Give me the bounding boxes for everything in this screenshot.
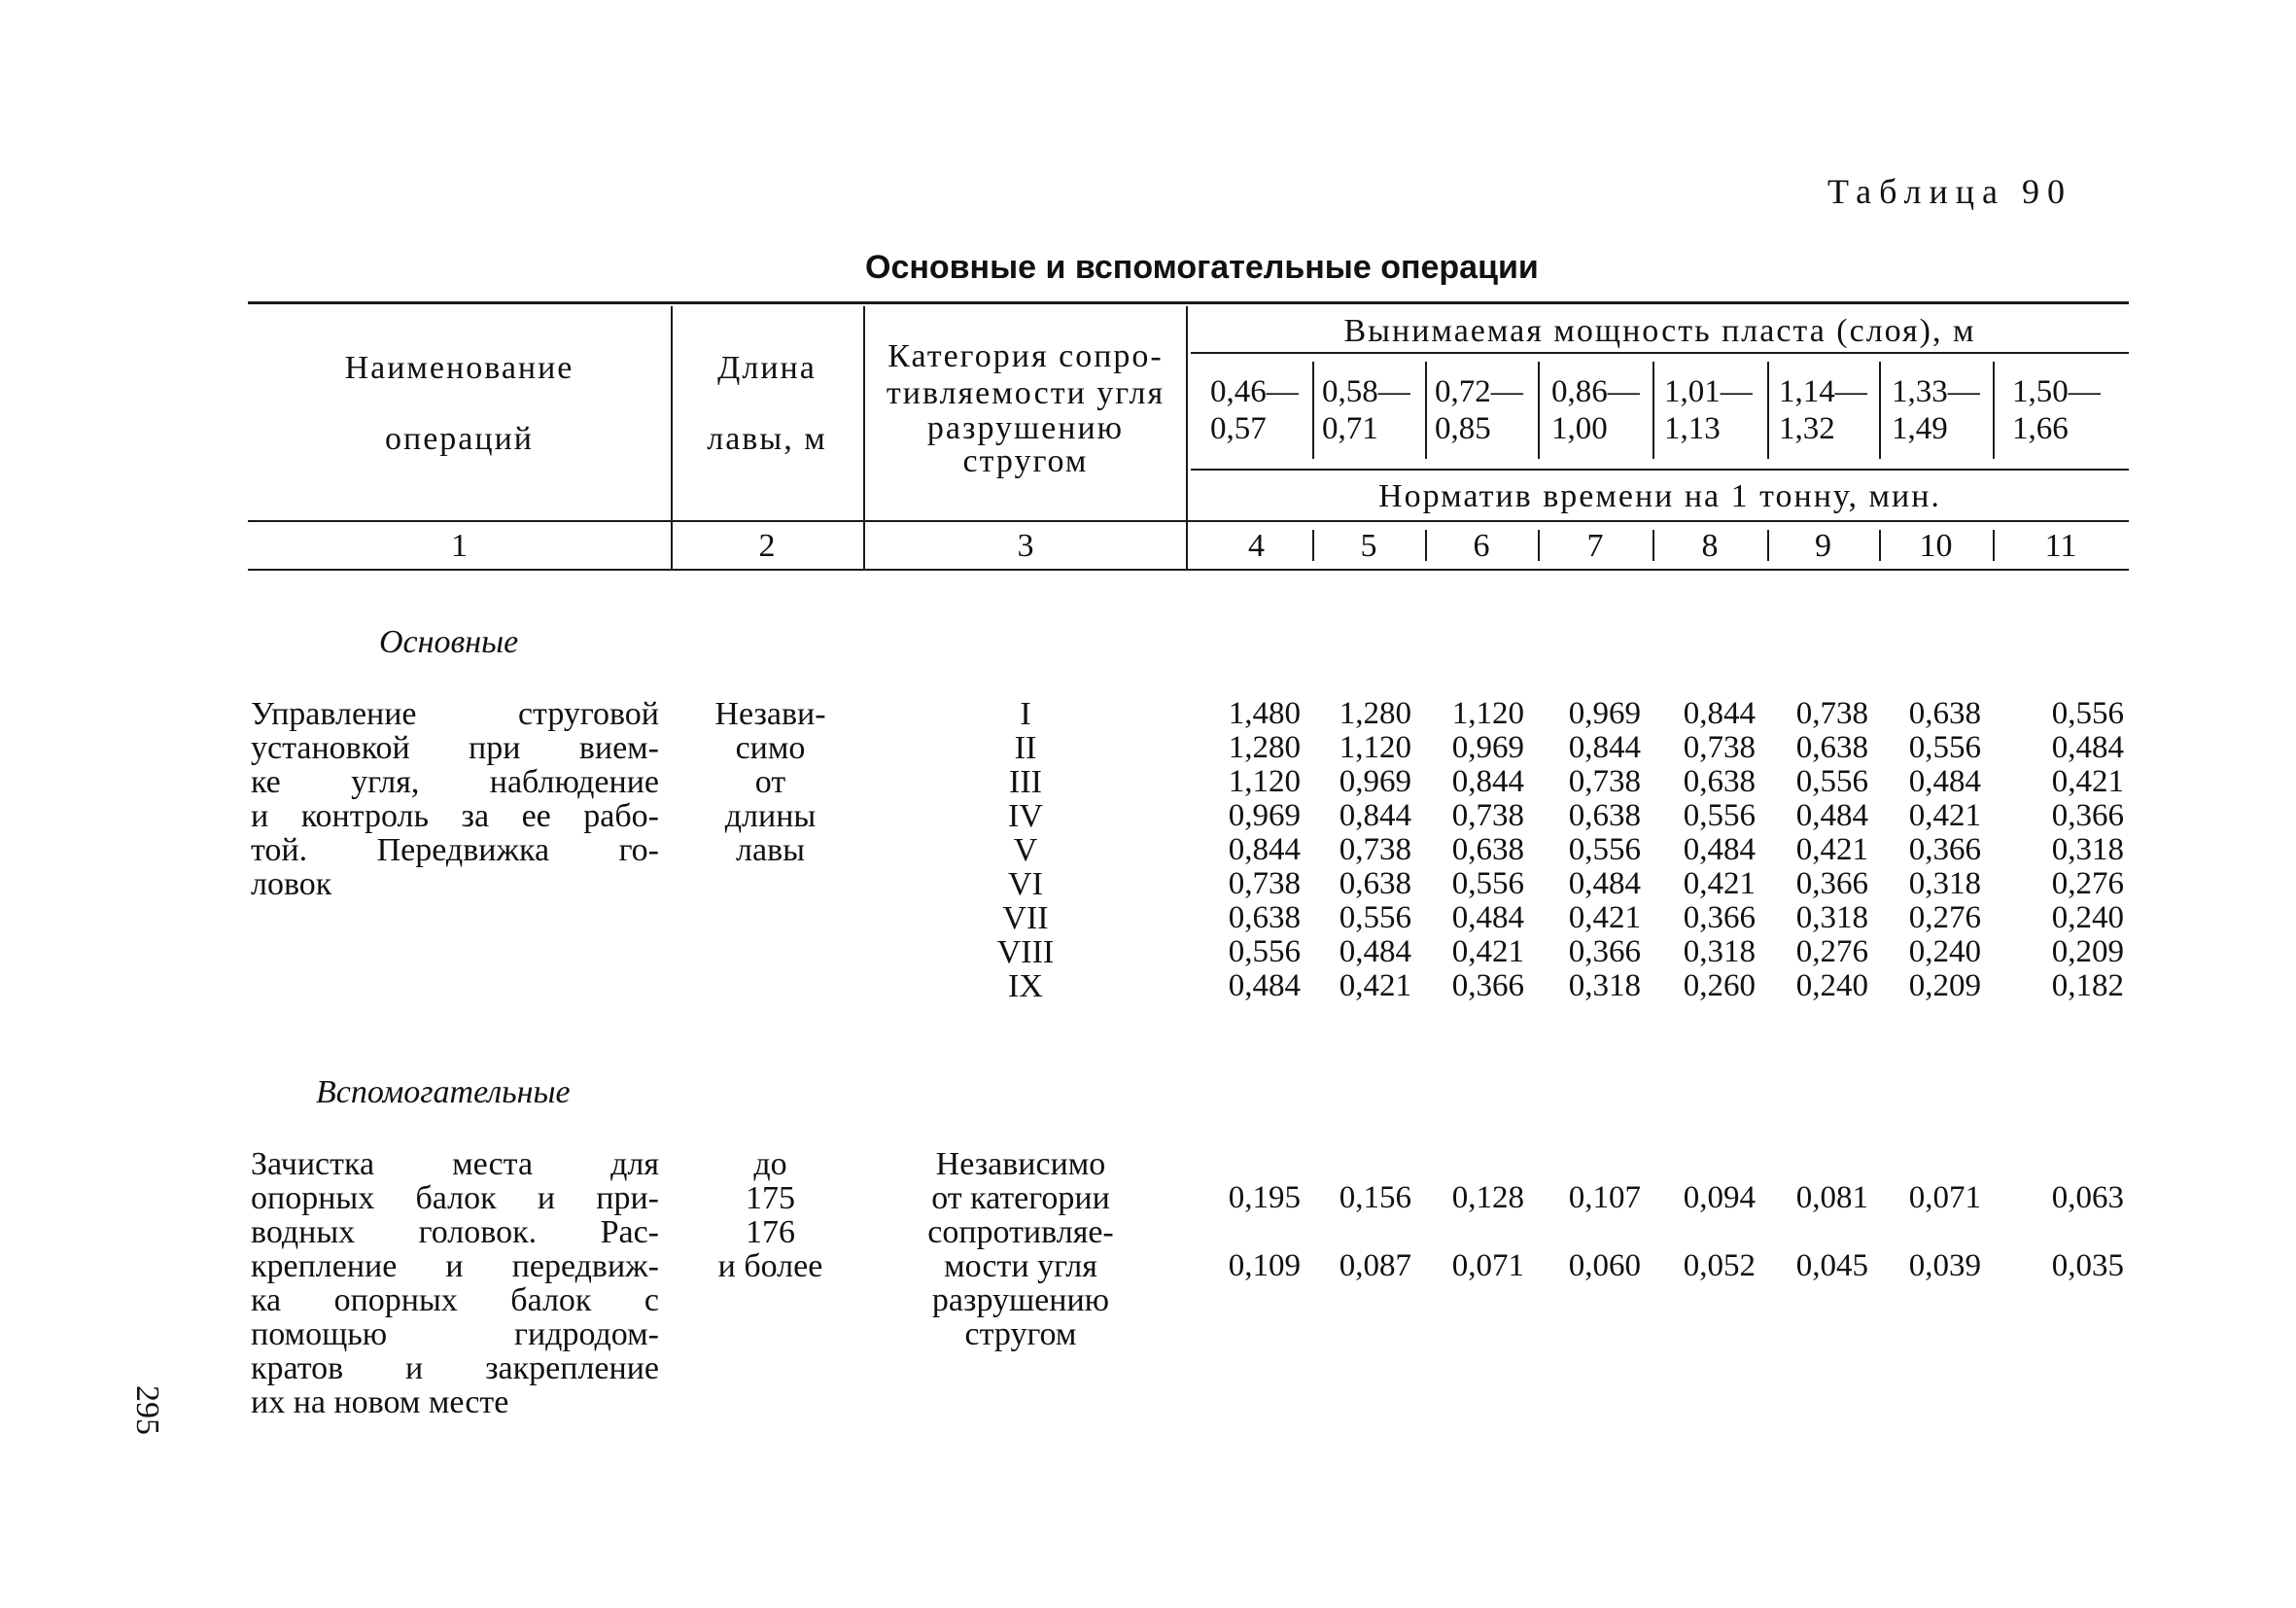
header-thickness-group: Вынимаемая мощность пласта (слоя), м	[1343, 313, 1976, 349]
aux-value-cell: 0,195	[1228, 1180, 1301, 1215]
main-value-cell: 0,421	[1568, 900, 1641, 935]
range-3: 0,72— 0,85	[1435, 374, 1523, 446]
aux-length-text: до 175 176 и более	[717, 1146, 823, 1284]
main-value-cell: 1,280	[1339, 696, 1411, 731]
thickness-group-rule	[1191, 352, 2129, 354]
table-top-rule	[248, 301, 2129, 304]
main-value-cell: 1,280	[1228, 730, 1301, 765]
range-8: 1,50— 1,66	[2012, 374, 2101, 446]
main-value-cell: 0,421	[1908, 798, 1981, 833]
header-length-line1: Длина	[717, 350, 817, 386]
main-value-cell: 0,969	[1339, 764, 1411, 799]
range-6: 1,14— 1,32	[1779, 374, 1867, 446]
header-category-line2: тивляемости угля	[886, 375, 1165, 411]
header-name-line2: операций	[385, 421, 534, 457]
main-value-cell: 0,209	[1908, 968, 1981, 1003]
main-categories: I II III IV V VI VII VIII IX	[996, 696, 1055, 1004]
main-length-text: Незави- симо от длины лавы	[714, 696, 826, 868]
main-value-cell: 0,738	[1795, 696, 1868, 731]
section-main-title: Основные	[379, 624, 519, 660]
aux-value-cell: 0,052	[1683, 1248, 1756, 1283]
main-value-cell: 1,120	[1339, 730, 1411, 765]
main-value-cell: 0,366	[2051, 798, 2124, 833]
aux-value-cell: 0,087	[1339, 1248, 1411, 1283]
main-value-cell: 1,120	[1451, 696, 1524, 731]
col-number-7: 7	[1586, 528, 1604, 564]
main-value-cell: 0,484	[1795, 798, 1868, 833]
main-value-cell: 0,844	[1339, 798, 1411, 833]
main-value-cell: 0,844	[1568, 730, 1641, 765]
main-value-cell: 0,969	[1228, 798, 1301, 833]
main-value-cell: 0,556	[1568, 832, 1641, 867]
col-number-11: 11	[2044, 528, 2077, 564]
main-value-cell: 0,556	[1908, 730, 1981, 765]
header-norm-label: Норматив времени на 1 тонну, мин.	[1378, 478, 1941, 514]
main-value-cell: 0,421	[1683, 866, 1756, 901]
main-value-cell: 0,484	[1339, 934, 1411, 969]
main-value-cell: 0,556	[2051, 696, 2124, 731]
main-value-cell: 0,556	[1228, 934, 1301, 969]
col-divider-3	[1186, 306, 1188, 569]
main-value-cell: 0,366	[1683, 900, 1756, 935]
col-number-2: 2	[758, 528, 776, 564]
main-value-cell: 0,240	[1795, 968, 1868, 1003]
main-value-cell: 0,318	[2051, 832, 2124, 867]
main-value-cell: 0,421	[2051, 764, 2124, 799]
range-divider-6	[1879, 362, 1881, 459]
range-1: 0,46— 0,57	[1210, 374, 1299, 446]
aux-value-cell: 0,094	[1683, 1180, 1756, 1215]
main-value-cell: 0,276	[1908, 900, 1981, 935]
main-value-cell: 0,260	[1683, 968, 1756, 1003]
main-value-cell: 0,844	[1683, 696, 1756, 731]
col-number-9: 9	[1815, 528, 1831, 564]
main-value-cell: 0,240	[2051, 900, 2124, 935]
main-value-cell: 0,738	[1568, 764, 1641, 799]
main-value-cell: 0,366	[1568, 934, 1641, 969]
main-value-cell: 0,638	[1228, 900, 1301, 935]
aux-value-cell: 0,060	[1568, 1248, 1641, 1283]
aux-value-cell: 0,109	[1228, 1248, 1301, 1283]
aux-value-cell: 0,071	[1451, 1248, 1524, 1283]
main-value-cell: 0,969	[1451, 730, 1524, 765]
col-number-6: 6	[1473, 528, 1490, 564]
range-divider-3	[1538, 362, 1540, 459]
aux-value-cell: 0,063	[2051, 1180, 2124, 1215]
table-label: Таблица 90	[1827, 172, 2072, 211]
main-value-cell: 0,484	[1451, 900, 1524, 935]
range-2: 0,58— 0,71	[1322, 374, 1410, 446]
range-7: 1,33— 1,49	[1892, 374, 1980, 446]
main-value-cell: 0,484	[1908, 764, 1981, 799]
main-value-cell: 0,638	[1339, 866, 1411, 901]
header-category-line4: стругом	[962, 443, 1089, 479]
main-value-cell: 0,738	[1228, 866, 1301, 901]
column-number-rule	[248, 569, 2129, 571]
main-value-cell: 0,421	[1795, 832, 1868, 867]
main-value-cell: 0,638	[1908, 696, 1981, 731]
main-value-cell: 0,366	[1451, 968, 1524, 1003]
range-divider-2	[1425, 362, 1427, 459]
col-number-1: 1	[451, 528, 468, 564]
main-value-cell: 0,240	[1908, 934, 1981, 969]
range-divider-1	[1312, 362, 1314, 459]
col-number-3: 3	[1017, 528, 1034, 564]
main-value-cell: 0,484	[1683, 832, 1756, 867]
header-bottom-rule	[248, 520, 2129, 522]
main-value-cell: 0,318	[1908, 866, 1981, 901]
col-number-10: 10	[1919, 528, 1953, 564]
aux-value-cell: 0,107	[1568, 1180, 1641, 1215]
main-value-cell: 0,556	[1683, 798, 1756, 833]
col-number-5: 5	[1360, 528, 1377, 564]
main-value-cell: 0,556	[1339, 900, 1411, 935]
aux-value-cell: 0,035	[2051, 1248, 2124, 1283]
aux-value-cell: 0,045	[1795, 1248, 1868, 1283]
header-category-line1: Категория сопро-	[887, 338, 1164, 374]
main-value-cell: 0,738	[1683, 730, 1756, 765]
main-value-cell: 0,484	[2051, 730, 2124, 765]
main-value-cell: 0,738	[1451, 798, 1524, 833]
main-value-cell: 0,638	[1451, 832, 1524, 867]
main-value-cell: 0,421	[1339, 968, 1411, 1003]
main-value-cell: 1,480	[1228, 696, 1301, 731]
aux-category-text: Независимо от категории сопротивляе- мости угля разрушению стругом	[927, 1146, 1114, 1352]
main-value-cell: 0,844	[1228, 832, 1301, 867]
main-value-cell: 0,844	[1451, 764, 1524, 799]
aux-value-cell: 0,128	[1451, 1180, 1524, 1215]
main-value-cell: 0,276	[2051, 866, 2124, 901]
range-divider-5	[1767, 362, 1769, 459]
main-value-cell: 0,484	[1568, 866, 1641, 901]
section-aux-title: Вспомогательные	[316, 1074, 571, 1110]
aux-value-cell: 0,071	[1908, 1180, 1981, 1215]
main-value-cell: 0,638	[1683, 764, 1756, 799]
range-5: 1,01— 1,13	[1664, 374, 1753, 446]
main-value-cell: 0,556	[1451, 866, 1524, 901]
col-number-4: 4	[1248, 528, 1265, 564]
main-value-cell: 0,318	[1683, 934, 1756, 969]
main-value-cell: 0,738	[1339, 832, 1411, 867]
main-value-cell: 0,556	[1795, 764, 1868, 799]
col-number-8: 8	[1701, 528, 1719, 564]
table-title: Основные и вспомогательные операции	[865, 249, 1539, 286]
header-length-line2: лавы, м	[707, 421, 827, 457]
main-value-cell: 0,484	[1228, 968, 1301, 1003]
aux-operation-text: Зачистка места для опорных балок и при- водных головок. Рас- крепление и передвиж- ка опорных балок с помощью гидродом- кратов и закрепление их на новом месте	[251, 1146, 659, 1420]
page-number: 295	[129, 1385, 165, 1435]
main-value-cell: 0,318	[1568, 968, 1641, 1003]
ranges-rule	[1191, 469, 2129, 471]
main-value-cell: 0,969	[1568, 696, 1641, 731]
main-value-cell: 0,182	[2051, 968, 2124, 1003]
main-value-cell: 0,318	[1795, 900, 1868, 935]
main-value-cell: 1,120	[1228, 764, 1301, 799]
aux-value-cell: 0,039	[1908, 1248, 1981, 1283]
main-value-cell: 0,209	[2051, 934, 2124, 969]
main-value-cell: 0,366	[1908, 832, 1981, 867]
range-divider-7	[1993, 362, 1995, 459]
range-4: 0,86— 1,00	[1551, 374, 1640, 446]
main-value-cell: 0,638	[1568, 798, 1641, 833]
header-category-line3: разрушению	[926, 410, 1125, 446]
aux-value-cell: 0,081	[1795, 1180, 1868, 1215]
main-operation-text: Управление струговой установкой при вием- ке угля, наблюдение и контроль за ее рабо- той. Передвижка го- ловок	[251, 696, 659, 902]
main-value-cell: 0,421	[1451, 934, 1524, 969]
main-value-cell: 0,638	[1795, 730, 1868, 765]
aux-value-cell: 0,156	[1339, 1180, 1411, 1215]
main-value-cell: 0,366	[1795, 866, 1868, 901]
range-divider-4	[1652, 362, 1654, 459]
header-name-line1: Наименование	[344, 350, 574, 386]
main-value-cell: 0,276	[1795, 934, 1868, 969]
